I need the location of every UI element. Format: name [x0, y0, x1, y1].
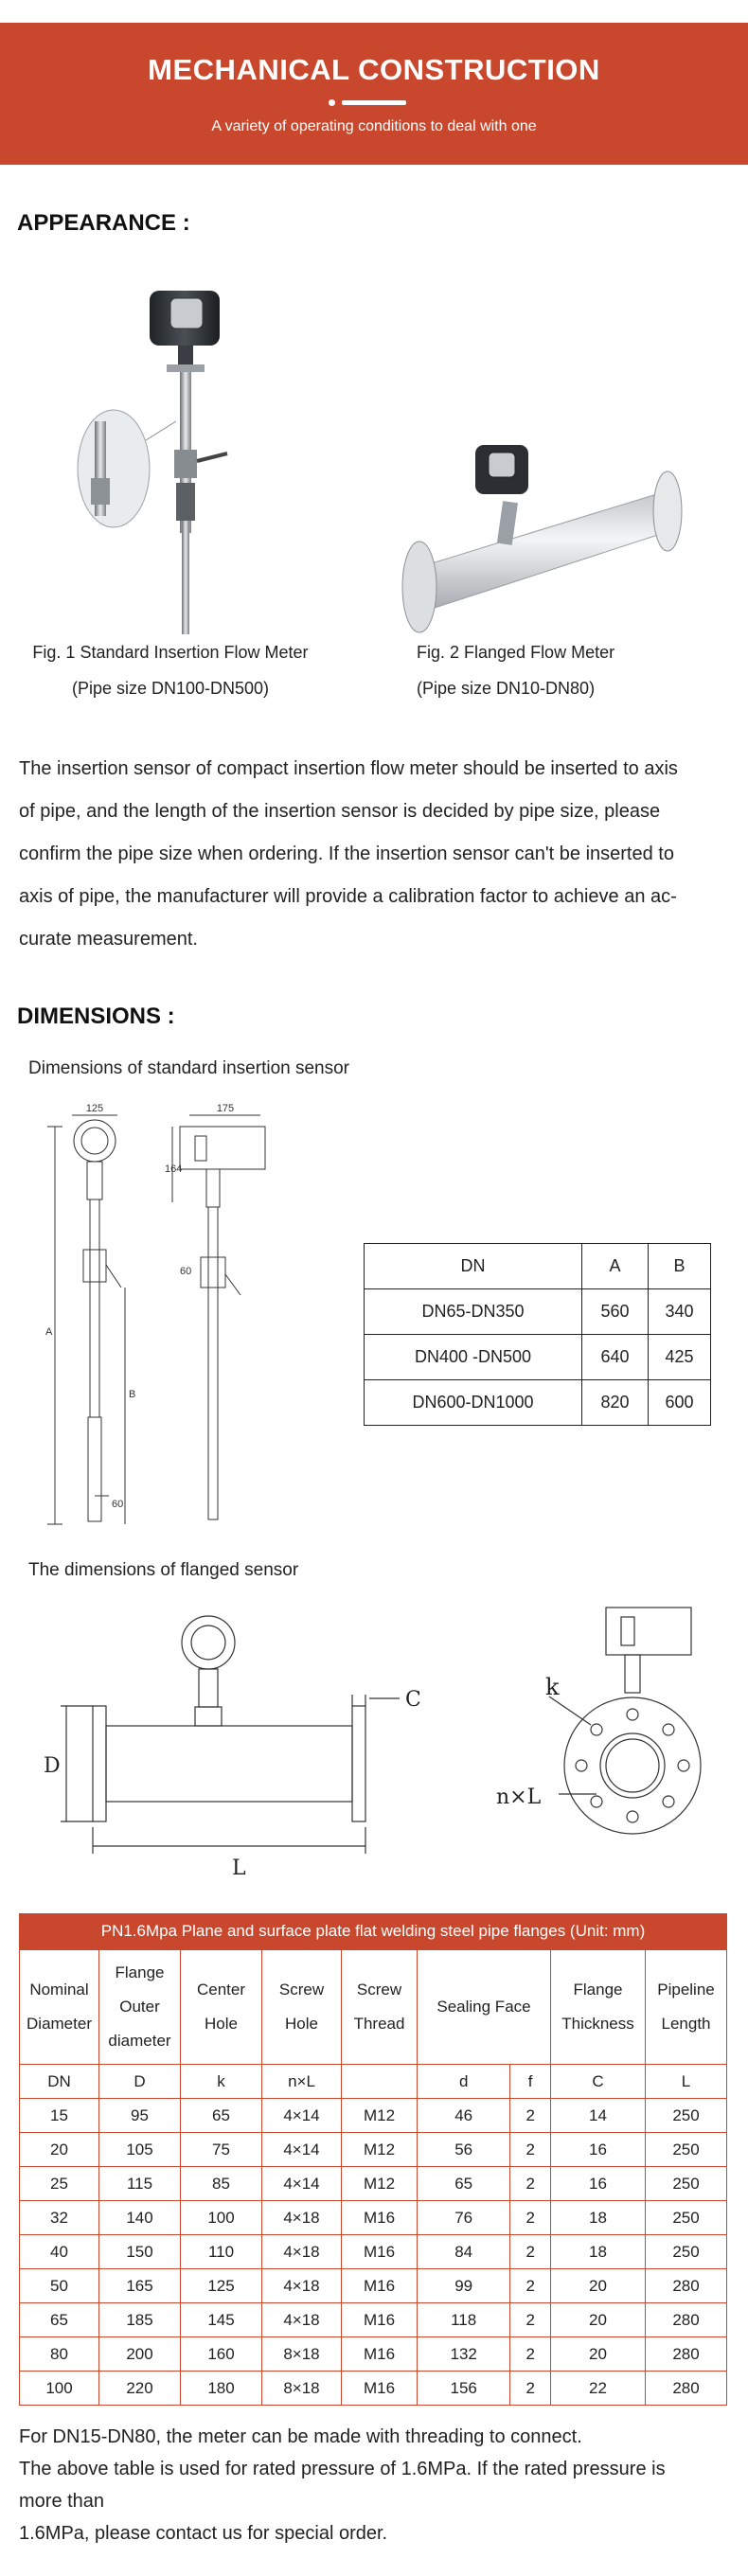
dn-cell: 425	[649, 1335, 711, 1380]
table-cell: 280	[646, 2303, 727, 2337]
table-cell: 145	[181, 2303, 262, 2337]
note-line: more than	[19, 2491, 105, 2512]
table-cell: 185	[99, 2303, 181, 2337]
table-cell: 75	[181, 2133, 262, 2167]
dn-cell: DN600-DN1000	[365, 1380, 582, 1426]
paragraph-line: axis of pipe, the manufacturer will provide a calibration factor to achieve an ac-	[19, 886, 677, 907]
table-cell: 40	[20, 2235, 99, 2269]
table-cell: 2	[510, 2099, 551, 2133]
table-cell: M16	[342, 2303, 418, 2337]
fig2-caption-line1: Fig. 2 Flanged Flow Meter	[417, 643, 615, 662]
table-cell: 80	[20, 2337, 99, 2372]
dim-label-l: L	[232, 1856, 246, 1880]
banner-title: MECHANICAL CONSTRUCTION	[148, 53, 600, 86]
dim-label-164: 164	[165, 1164, 183, 1175]
table-cell: 18	[551, 2235, 646, 2269]
dim-label-60: 60	[180, 1266, 192, 1277]
table-cell: 65	[181, 2099, 262, 2133]
table-cell: M12	[342, 2099, 418, 2133]
table-cell: 95	[99, 2099, 181, 2133]
dimensions-title: DIMENSIONS :	[17, 1004, 175, 1029]
table-cell: 4×18	[262, 2303, 342, 2337]
dim-label-k: k	[545, 1674, 560, 1700]
table-cell: 250	[646, 2235, 727, 2269]
table-cell: 16	[551, 2133, 646, 2167]
table-cell: 125	[181, 2269, 262, 2303]
table-cell: 65	[20, 2303, 99, 2337]
table-cell: M12	[342, 2133, 418, 2167]
paragraph-line: The insertion sensor of compact insertion flow meter should be inserted to axis	[19, 758, 678, 779]
dn-cell: DN65-DN350	[365, 1289, 582, 1335]
table-cell: 20	[551, 2337, 646, 2372]
table-cell: 20	[551, 2269, 646, 2303]
table-cell: M16	[342, 2337, 418, 2372]
table-cell: 250	[646, 2201, 727, 2235]
flanged-dimensions-subtitle: The dimensions of flanged sensor	[28, 1560, 299, 1580]
flange-table-header-row	[20, 1950, 727, 2065]
fig1-caption-line2: (Pipe size DN100-DN500)	[71, 679, 270, 698]
table-cell: M16	[342, 2372, 418, 2406]
table-cell: 2	[510, 2133, 551, 2167]
table-cell: 110	[181, 2235, 262, 2269]
dim-label-b: B	[129, 1389, 136, 1400]
flange-table-body	[20, 2099, 727, 2406]
dim-label-nxl: n×L	[496, 1785, 542, 1809]
table-cell: 2	[510, 2167, 551, 2201]
dn-header-dn: DN	[365, 1244, 582, 1289]
insertion-sensor-drawing	[38, 1098, 284, 1543]
table-cell: 118	[418, 2303, 510, 2337]
table-cell: 8×18	[262, 2372, 342, 2406]
table-row	[20, 2269, 727, 2303]
paragraph-line: of pipe, and the length of the insertion sensor is decided by pipe size, please	[19, 801, 661, 822]
table-cell: 16	[551, 2167, 646, 2201]
table-cell: M16	[342, 2269, 418, 2303]
dn-cell: 640	[582, 1335, 649, 1380]
table-cell: 4×14	[262, 2167, 342, 2201]
table-cell: 280	[646, 2269, 727, 2303]
table-cell: 156	[418, 2372, 510, 2406]
table-cell: 132	[418, 2337, 510, 2372]
fig1-caption-line1: Fig. 1 Standard Insertion Flow Meter	[32, 643, 309, 662]
table-cell: 2	[510, 2201, 551, 2235]
table-cell: 4×18	[262, 2201, 342, 2235]
table-cell: 8×18	[262, 2337, 342, 2372]
table-row	[365, 1380, 711, 1426]
paragraph-line: confirm the pipe size when ordering. If the insertion sensor can't be inserted to	[19, 844, 674, 864]
flange-front-drawing	[492, 1600, 729, 1884]
table-row	[20, 2235, 727, 2269]
note-line: For DN15-DN80, the meter can be made with threading to connect.	[19, 2426, 582, 2447]
table-cell: 25	[20, 2167, 99, 2201]
table-cell: 46	[418, 2099, 510, 2133]
table-cell: 18	[551, 2201, 646, 2235]
table-cell: 32	[20, 2201, 99, 2235]
table-cell: 200	[99, 2337, 181, 2372]
note-line: 1.6MPa, please contact us for special order.	[19, 2523, 388, 2544]
dn-cell: 600	[649, 1380, 711, 1426]
dim-label-125: 125	[85, 1103, 104, 1114]
table-cell: M16	[342, 2235, 418, 2269]
paragraph-line: curate measurement.	[19, 929, 198, 950]
header-pipeline-length: Pipeline Length	[646, 1950, 727, 2065]
flange-table-symbol-row	[20, 2065, 727, 2099]
symbol-cell: C	[551, 2065, 646, 2099]
table-cell: 250	[646, 2099, 727, 2133]
table-cell: 15	[20, 2099, 99, 2133]
table-cell: 250	[646, 2167, 727, 2201]
dim-label-175: 175	[216, 1103, 235, 1114]
table-row	[20, 2303, 727, 2337]
banner-subtitle: A variety of operating conditions to deal with one	[211, 118, 537, 134]
table-cell: 2	[510, 2337, 551, 2372]
dn-cell: 820	[582, 1380, 649, 1426]
dn-cell: 560	[582, 1289, 649, 1335]
insertion-dimensions-subtitle: Dimensions of standard insertion sensor	[28, 1058, 350, 1078]
table-cell: 22	[551, 2372, 646, 2406]
table-cell: 180	[181, 2372, 262, 2406]
flange-table	[19, 1949, 727, 2406]
table-cell: 84	[418, 2235, 510, 2269]
table-cell: 56	[418, 2133, 510, 2167]
table-row	[20, 2099, 727, 2133]
table-cell: 250	[646, 2133, 727, 2167]
flanged-meter-image	[388, 435, 691, 644]
appearance-title: APPEARANCE :	[17, 210, 190, 236]
table-row	[20, 2167, 727, 2201]
table-row	[20, 2201, 727, 2235]
symbol-cell: k	[181, 2065, 262, 2099]
header-screw-hole: Screw Hole	[262, 1950, 342, 2065]
symbol-cell: d	[418, 2065, 510, 2099]
note-line: The above table is used for rated pressure of 1.6MPa. If the rated pressure is	[19, 2459, 666, 2479]
flanged-sensor-drawing	[38, 1600, 445, 1884]
symbol-cell	[342, 2065, 418, 2099]
fig2-caption-line2: (Pipe size DN10-DN80)	[417, 679, 596, 698]
table-cell: M16	[342, 2201, 418, 2235]
table-cell: 65	[418, 2167, 510, 2201]
table-cell: 4×14	[262, 2133, 342, 2167]
insertion-meter-image	[76, 279, 265, 639]
table-cell: 2	[510, 2303, 551, 2337]
banner-divider	[342, 100, 406, 105]
dim-label-c: C	[405, 1688, 421, 1712]
table-cell: 2	[510, 2235, 551, 2269]
dn-cell: DN400 -DN500	[365, 1335, 582, 1380]
dim-label-d: D	[44, 1754, 61, 1778]
table-row	[20, 2133, 727, 2167]
table-cell: 2	[510, 2372, 551, 2406]
table-cell: 280	[646, 2372, 727, 2406]
table-cell: 4×18	[262, 2269, 342, 2303]
table-cell: 105	[99, 2133, 181, 2167]
header-flange-outer: Flange Outer diameter	[99, 1950, 181, 2065]
dim-label-a: A	[45, 1326, 53, 1338]
symbol-cell: DN	[20, 2065, 99, 2099]
dn-header-b: B	[649, 1244, 711, 1289]
table-cell: 160	[181, 2337, 262, 2372]
symbol-cell: L	[646, 2065, 727, 2099]
table-cell: 100	[181, 2201, 262, 2235]
table-cell: 20	[20, 2133, 99, 2167]
table-cell: M12	[342, 2167, 418, 2201]
header-sealing-face: Sealing Face	[418, 1950, 551, 2065]
section-banner	[0, 23, 748, 165]
symbol-cell: D	[99, 2065, 181, 2099]
fig1-caption	[28, 634, 312, 706]
table-cell: 4×14	[262, 2099, 342, 2133]
table-row	[365, 1335, 711, 1380]
header-flange-thickness: Flange Thickness	[551, 1950, 646, 2065]
table-cell: 99	[418, 2269, 510, 2303]
table-cell: 14	[551, 2099, 646, 2133]
table-cell: 76	[418, 2201, 510, 2235]
dim-label-60-bottom: 60	[112, 1499, 124, 1510]
header-nominal: Nominal Diameter	[20, 1950, 99, 2065]
table-row	[20, 2337, 727, 2372]
table-cell: 115	[99, 2167, 181, 2201]
flange-table-caption: PN1.6Mpa Plane and surface plate flat welding steel pipe flanges (Unit: mm)	[19, 1913, 727, 1949]
fig2-caption	[417, 634, 682, 706]
dn-cell: 340	[649, 1289, 711, 1335]
table-cell: 280	[646, 2337, 727, 2372]
table-cell: 150	[99, 2235, 181, 2269]
table-row	[20, 2372, 727, 2406]
table-cell: 220	[99, 2372, 181, 2406]
table-cell: 20	[551, 2303, 646, 2337]
table-cell: 4×18	[262, 2235, 342, 2269]
header-screw-thread: Screw Thread	[342, 1950, 418, 2065]
table-cell: 2	[510, 2269, 551, 2303]
dn-table	[364, 1243, 711, 1426]
table-row	[365, 1289, 711, 1335]
table-cell: 50	[20, 2269, 99, 2303]
table-cell: 140	[99, 2201, 181, 2235]
appearance-paragraph	[19, 748, 731, 961]
notes	[19, 2421, 729, 2549]
symbol-cell: n×L	[262, 2065, 342, 2099]
table-cell: 100	[20, 2372, 99, 2406]
dn-header-a: A	[582, 1244, 649, 1289]
table-cell: 85	[181, 2167, 262, 2201]
symbol-cell: f	[510, 2065, 551, 2099]
table-cell: 165	[99, 2269, 181, 2303]
header-center-hole: Center Hole	[181, 1950, 262, 2065]
